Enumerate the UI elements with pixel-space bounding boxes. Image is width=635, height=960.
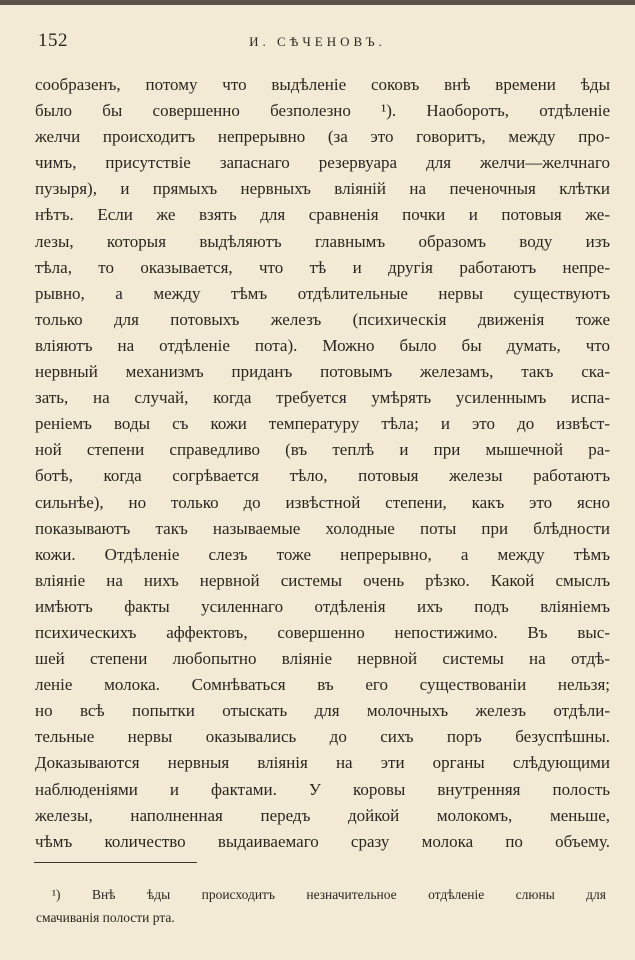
- text-line: пузыря), и прямыхъ нервныхъ вліяній на печеночныя клѣтки: [35, 179, 610, 199]
- footnote-divider: [34, 862, 197, 863]
- text-line: сообразенъ, потому что выдѣленіе соковъ внѣ времени ѣды: [35, 75, 610, 94]
- text-line: ной степени справедливо (въ теплѣ и при мышечной ра-: [35, 440, 610, 460]
- text-line: реніемъ воды съ кожи температуру тѣла; и это до извѣст-: [35, 414, 610, 434]
- text-line: вліяніе на нихъ нервной системы очень рѣзко. Какой смыслъ: [35, 570, 610, 590]
- text-line: ботѣ, когда согрѣвается тѣло, потовыя железы работаютъ: [35, 466, 610, 486]
- page-number: 152: [38, 30, 68, 51]
- footnote-line: смачиванія полости рта.: [36, 910, 175, 925]
- text-line: чѣмъ количество выдаиваемаго сразу молока по объему.: [35, 831, 610, 851]
- text-line: тельные нервы оказывались до сихъ поръ безуспѣшны.: [35, 727, 610, 747]
- text-line: вліяютъ на отдѣленіе пота). Можно было бы думать, что: [35, 335, 610, 355]
- text-line: чимъ, присутствіе запаснаго резервуара для желчи—желчнаго: [35, 153, 610, 173]
- text-line: нѣтъ. Если же взять для сравненія почки и потовыя же-: [35, 205, 610, 225]
- text-line: леніе молока. Сомнѣваться въ его существованіи нельзя;: [35, 675, 610, 695]
- text-line: показываютъ такъ называемые холодные поты при блѣдности: [35, 518, 610, 538]
- text-line: рывно, а между тѣмъ отдѣлительные нервы существуютъ: [35, 283, 610, 303]
- text-line: было бы совершенно безполезно ¹). Наоборотъ, отдѣленіе: [35, 101, 610, 121]
- text-line: желчи происходитъ непрерывно (за это говоритъ, между про-: [35, 127, 610, 147]
- top-border-rule: [0, 0, 635, 5]
- text-line: психическихъ аффектовъ, совершенно непостижимо. Въ выс-: [35, 622, 610, 642]
- text-line: сильнѣе), но только до извѣстной степени, какъ это ясно: [35, 492, 610, 512]
- text-line: зать, на случай, когда требуется умѣрять усиленнымъ испа-: [35, 388, 610, 408]
- page-header: [38, 30, 597, 56]
- text-line: шей степени любопытно вліяніе нервной системы на отдѣ-: [35, 649, 610, 669]
- text-line: имѣютъ факты усиленнаго отдѣленія ихъ подъ вліяніемъ: [35, 596, 610, 616]
- text-line: лезы, которыя выдѣляютъ главнымъ образомъ воду изъ: [35, 231, 610, 251]
- text-line: кожи. Отдѣленіе слезъ тоже непрерывно, а между тѣмъ: [35, 544, 610, 564]
- running-title: И. СѢЧЕНОВЪ.: [249, 34, 386, 49]
- text-line: нервный механизмъ приданъ потовымъ железамъ, такъ ска-: [35, 362, 610, 382]
- text-line: Доказываются нервныя вліянія на эти органы слѣдующими: [35, 753, 610, 773]
- footnote: [36, 883, 606, 929]
- text-line: железы, наполненная передъ дойкой молокомъ, меньше,: [35, 805, 610, 825]
- body-text: [35, 72, 610, 855]
- text-line: тѣла, то оказывается, что тѣ и другія работаютъ непре-: [35, 257, 610, 277]
- text-line: только для потовыхъ железъ (психическія движенія тоже: [35, 309, 610, 329]
- footnote-line: ¹) Внѣ ѣды происходитъ незначительное отдѣленіе слюны для: [52, 887, 606, 902]
- text-line: наблюденіями и фактами. У коровы внутренняя полость: [35, 779, 610, 799]
- text-line: но всѣ попытки отыскать для молочныхъ железъ отдѣли-: [35, 701, 610, 721]
